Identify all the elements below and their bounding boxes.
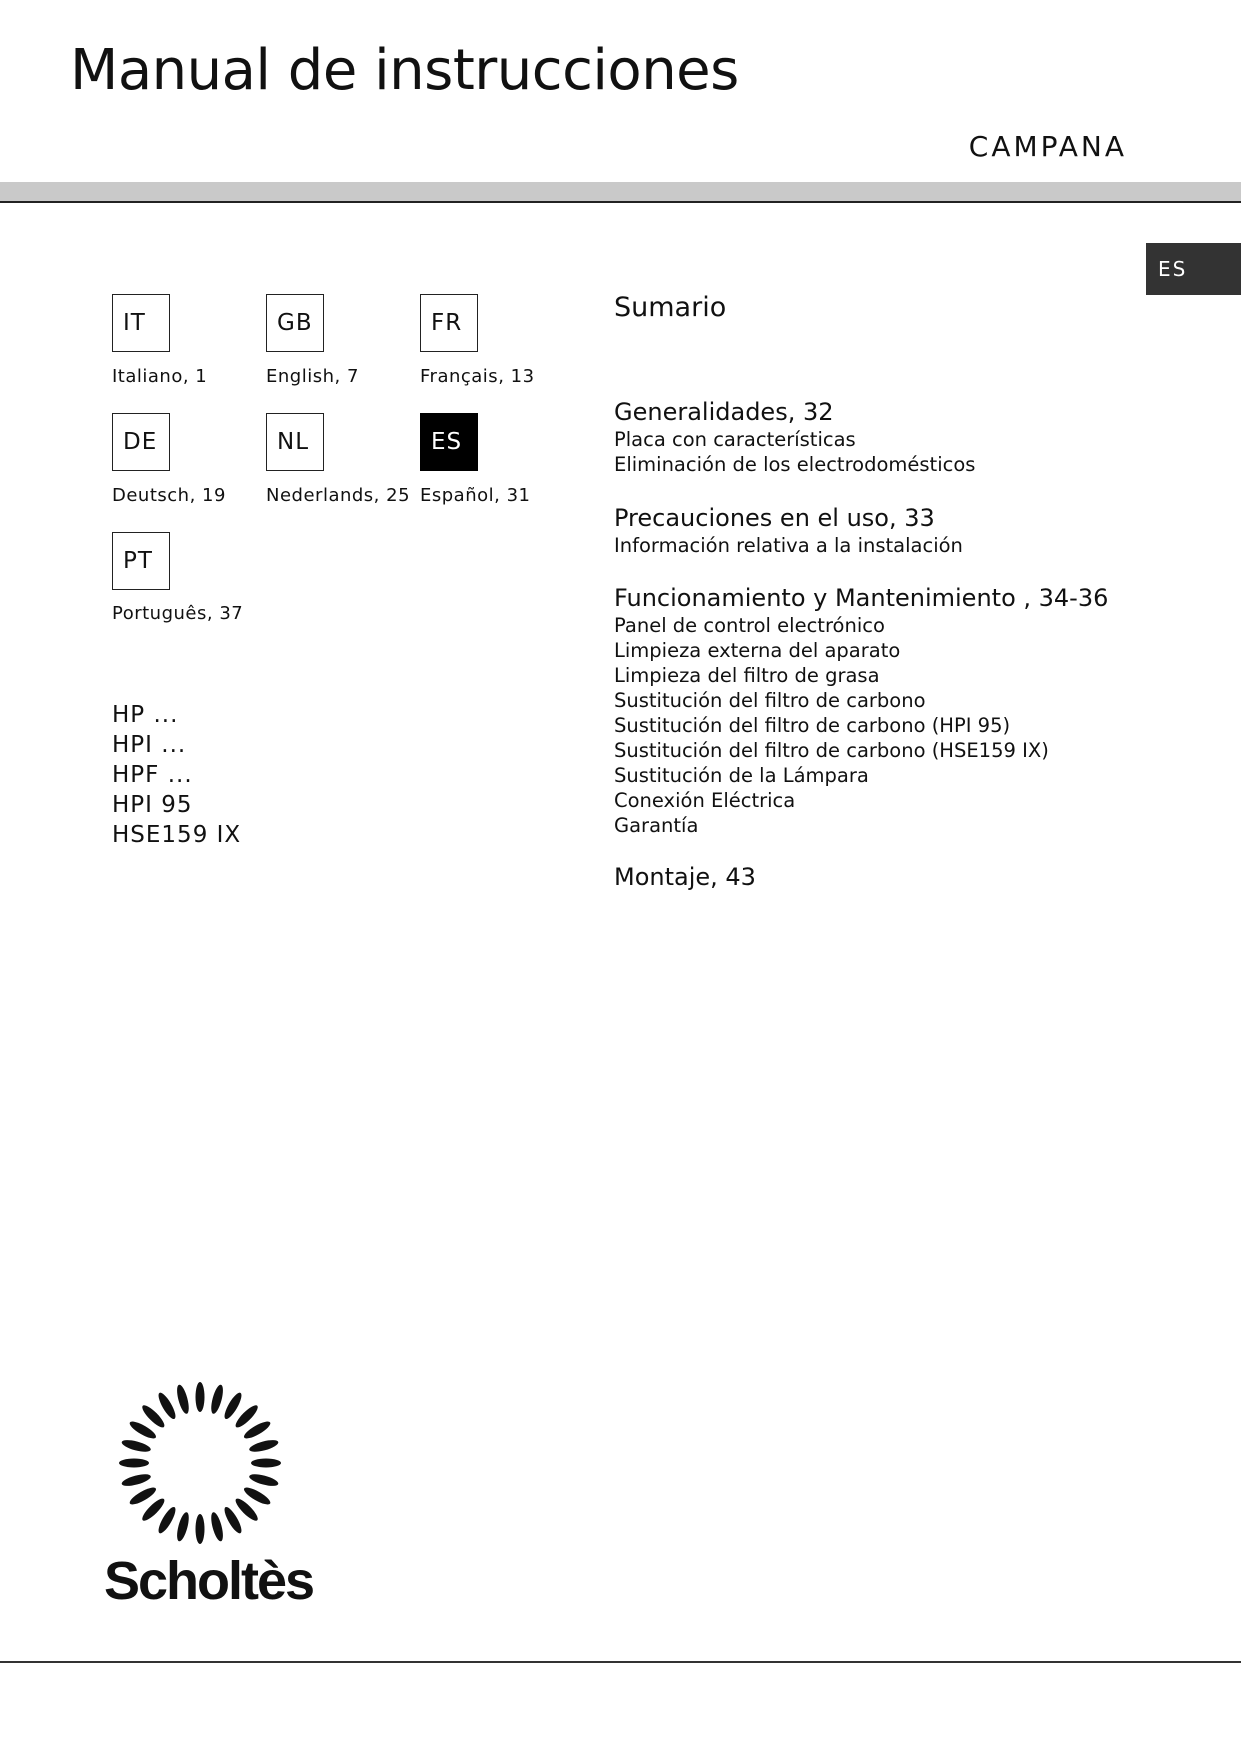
logo-ray xyxy=(196,1514,205,1544)
model-name: HPF ... xyxy=(112,762,193,788)
model-name: HP ... xyxy=(112,702,179,728)
header-divider xyxy=(0,201,1241,203)
model-name: HPI 95 xyxy=(112,792,193,818)
toc-section-generalidades xyxy=(614,397,1134,477)
lang-label-de: Deutsch, 19 xyxy=(112,485,226,506)
footer-divider xyxy=(0,1661,1241,1663)
toc-item[interactable]: Limpieza externa del aparato xyxy=(614,639,901,662)
toc-section-precauciones xyxy=(614,503,1134,558)
logo-ray xyxy=(175,1511,191,1542)
toc-item[interactable]: Garantía xyxy=(614,814,699,837)
toc-item[interactable]: Placa con características xyxy=(614,428,856,451)
manual-title: Manual de instrucciones xyxy=(70,38,739,103)
summary-title: Sumario xyxy=(614,292,727,323)
toc-section-funcionamiento xyxy=(614,583,1134,838)
toc-heading[interactable]: Funcionamiento y Mantenimiento , 34-36 xyxy=(614,584,1109,612)
toc-item[interactable]: Limpieza del filtro de grasa xyxy=(614,664,880,687)
lang-box-it[interactable]: IT xyxy=(112,294,170,352)
logo-ray xyxy=(209,1384,225,1415)
toc-heading[interactable]: Generalidades, 32 xyxy=(614,398,834,426)
logo-ray xyxy=(248,1438,279,1454)
model-name: HSE159 IX xyxy=(112,822,242,848)
lang-label-pt: Português, 37 xyxy=(112,603,244,624)
lang-label-nl: Nederlands, 25 xyxy=(266,485,411,506)
toc-item[interactable]: Conexión Eléctrica xyxy=(614,789,796,812)
toc-item[interactable]: Información relativa a la instalación xyxy=(614,534,963,557)
logo-ray xyxy=(121,1438,152,1454)
lang-label-it: Italiano, 1 xyxy=(112,366,208,387)
brand-wordmark: Scholtès xyxy=(104,1551,314,1611)
lang-box-fr[interactable]: FR xyxy=(420,294,478,352)
toc-section-montaje xyxy=(614,862,1134,892)
logo-ray xyxy=(175,1384,191,1415)
toc-heading[interactable]: Precauciones en el uso, 33 xyxy=(614,504,935,532)
logo-ray xyxy=(251,1459,281,1468)
toc-item[interactable]: Sustitución del filtro de carbono (HPI 95) xyxy=(614,714,1011,737)
logo-ray xyxy=(119,1459,149,1468)
current-language-tab: ES xyxy=(1146,243,1241,295)
sun-logo-icon xyxy=(100,1375,300,1555)
lang-box-pt[interactable]: PT xyxy=(112,532,170,590)
logo-ray xyxy=(209,1511,225,1542)
toc-item[interactable]: Sustitución de la Lámpara xyxy=(614,764,869,787)
header-band xyxy=(0,182,1241,201)
product-type: CAMPANA xyxy=(968,130,1127,163)
toc-item[interactable]: Sustitución del filtro de carbono (HSE159 IX) xyxy=(614,739,1049,762)
logo-ray xyxy=(196,1382,205,1412)
toc-item[interactable]: Eliminación de los electrodomésticos xyxy=(614,453,976,476)
lang-box-nl[interactable]: NL xyxy=(266,413,324,471)
lang-box-de[interactable]: DE xyxy=(112,413,170,471)
lang-box-gb[interactable]: GB xyxy=(266,294,324,352)
toc-item[interactable]: Panel de control electrónico xyxy=(614,614,885,637)
model-name: HPI ... xyxy=(112,732,187,758)
toc-item[interactable]: Sustitución del filtro de carbono xyxy=(614,689,926,712)
model-list xyxy=(112,700,241,850)
lang-label-es: Español, 31 xyxy=(420,485,531,506)
logo-ray xyxy=(121,1472,152,1488)
lang-box-es[interactable]: ES xyxy=(420,413,478,471)
logo-ray xyxy=(248,1472,279,1488)
toc-heading[interactable]: Montaje, 43 xyxy=(614,863,756,891)
lang-label-fr: Français, 13 xyxy=(420,366,535,387)
lang-label-gb: English, 7 xyxy=(266,366,359,387)
